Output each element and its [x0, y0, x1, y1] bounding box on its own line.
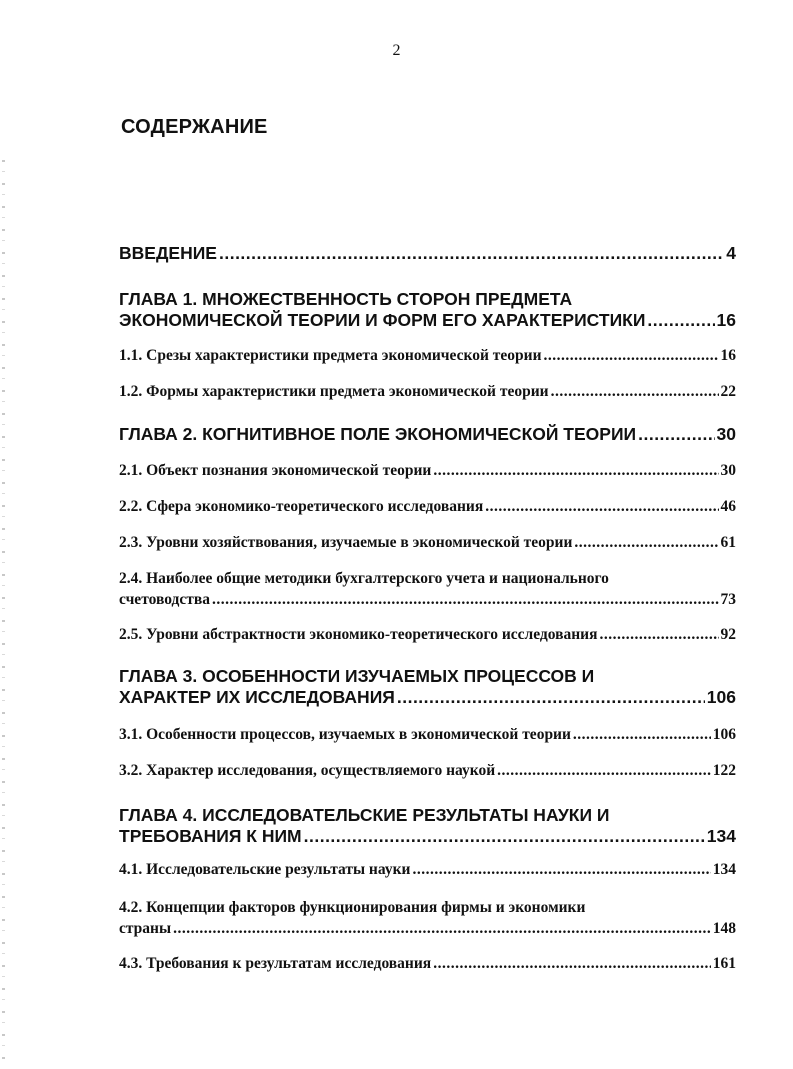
entry-page: 30	[720, 462, 736, 479]
toc-entry-section-2-3[interactable]	[119, 532, 736, 553]
toc-entry-section-2-4[interactable]	[119, 568, 736, 610]
toc-entry-section-2-1[interactable]	[119, 460, 736, 481]
entry-page: 22	[720, 383, 736, 400]
entry-page: 16	[720, 347, 736, 364]
entry-text-line1: ГЛАВА 1. МНОЖЕСТВЕННОСТЬ СТОРОН ПРЕДМЕТА	[119, 289, 573, 309]
leader-dots	[485, 496, 718, 517]
toc-entry-section-1-2[interactable]	[119, 381, 736, 402]
leader-dots	[551, 381, 719, 402]
leader-dots	[638, 424, 714, 445]
entry-text: 2.5. Уровни абстрактности экономико-теоретического исследования	[119, 626, 598, 643]
leader-dots	[433, 953, 711, 974]
entry-page: 161	[712, 955, 736, 972]
entry-text-line2: ТРЕБОВАНИЯ К НИМ	[119, 826, 302, 846]
leader-dots	[647, 310, 714, 331]
toc-entry-section-3-1[interactable]	[119, 724, 736, 745]
entry-text: 1.2. Формы характеристики предмета экономической теории	[119, 383, 549, 400]
leader-dots	[412, 859, 710, 880]
entry-text: 4.3. Требования к результатам исследования	[119, 955, 432, 972]
toc-entry-section-2-2[interactable]	[119, 496, 736, 517]
toc-entry-chapter-4[interactable]	[119, 805, 736, 847]
entry-page: 148	[712, 920, 736, 937]
toc-entry-section-4-1[interactable]	[119, 859, 736, 880]
entry-text-line2: счетоводства	[119, 591, 210, 608]
entry-text-line1: 2.4. Наиболее общие методики бухгалтерского учета и национального	[119, 570, 609, 587]
leader-dots	[497, 760, 711, 781]
entry-text: 3.2. Характер исследования, осуществляемого наукой	[119, 762, 496, 779]
entry-text-line1: ГЛАВА 3. ОСОБЕННОСТИ ИЗУЧАЕМЫХ ПРОЦЕССОВ И	[119, 666, 595, 686]
toc-entry-section-4-2[interactable]	[119, 897, 736, 939]
toc-entry-section-3-2[interactable]	[119, 760, 736, 781]
entry-page: 4	[726, 243, 736, 263]
entry-text-line1: ГЛАВА 4. ИССЛЕДОВАТЕЛЬСКИЕ РЕЗУЛЬТАТЫ НАУКИ И	[119, 805, 610, 825]
entry-page: 61	[720, 534, 736, 551]
toc-entry-section-2-5[interactable]	[119, 624, 736, 645]
leader-dots	[573, 724, 711, 745]
toc-entry-chapter-2[interactable]	[119, 424, 736, 445]
entry-text: ГЛАВА 2. КОГНИТИВНОЕ ПОЛЕ ЭКОНОМИЧЕСКОЙ ТЕОРИИ	[119, 424, 637, 444]
leader-dots	[304, 826, 705, 847]
leader-dots	[574, 532, 718, 553]
entry-page: 106	[712, 726, 736, 743]
entry-page: 73	[720, 591, 736, 608]
leader-dots	[219, 243, 724, 264]
leader-dots	[433, 460, 718, 481]
leader-dots	[599, 624, 718, 645]
entry-page: 134	[712, 861, 736, 878]
entry-text: ВВЕДЕНИЕ	[119, 243, 217, 263]
entry-text-line1: 4.2. Концепции факторов функционирования фирмы и экономики	[119, 899, 586, 916]
entry-text-line2: страны	[119, 920, 172, 937]
entry-text: 2.1. Объект познания экономической теории	[119, 462, 432, 479]
entry-page: 122	[712, 762, 736, 779]
leader-dots	[397, 687, 705, 708]
leader-dots	[173, 918, 711, 939]
toc-entry-chapter-1[interactable]	[119, 289, 736, 331]
toc-entry-chapter-3[interactable]	[119, 666, 736, 708]
entry-text-line2: ЭКОНОМИЧЕСКОЙ ТЕОРИИ И ФОРМ ЕГО ХАРАКТЕРИСТИКИ	[119, 310, 646, 330]
entry-text-line2: ХАРАКТЕР ИХ ИССЛЕДОВАНИЯ	[119, 687, 395, 707]
entry-text: 1.1. Срезы характеристики предмета экономической теории	[119, 347, 542, 364]
page-number: 2	[392, 42, 401, 59]
toc-entry-section-1-1[interactable]	[119, 345, 736, 366]
entry-text: 3.1. Особенности процессов, изучаемых в экономической теории	[119, 726, 571, 743]
entry-text: 2.3. Уровни хозяйствования, изучаемые в экономической теории	[119, 534, 573, 551]
entry-text: 4.1. Исследовательские результаты науки	[119, 861, 411, 878]
toc-entry-introduction[interactable]	[119, 243, 736, 264]
leader-dots	[212, 589, 719, 610]
entry-text: 2.2. Сфера экономико-теоретического исследования	[119, 498, 484, 515]
entry-page: 30	[716, 424, 736, 444]
toc-title: СОДЕРЖАНИЕ	[121, 116, 268, 138]
scan-edge-artifacts	[2, 160, 5, 1060]
entry-page: 46	[720, 498, 736, 515]
entry-page: 92	[720, 626, 736, 643]
entry-page: 134	[706, 826, 736, 846]
entry-page: 106	[706, 687, 736, 707]
toc-entry-section-4-3[interactable]	[119, 953, 736, 974]
leader-dots	[544, 345, 719, 366]
entry-page: 16	[716, 310, 736, 330]
